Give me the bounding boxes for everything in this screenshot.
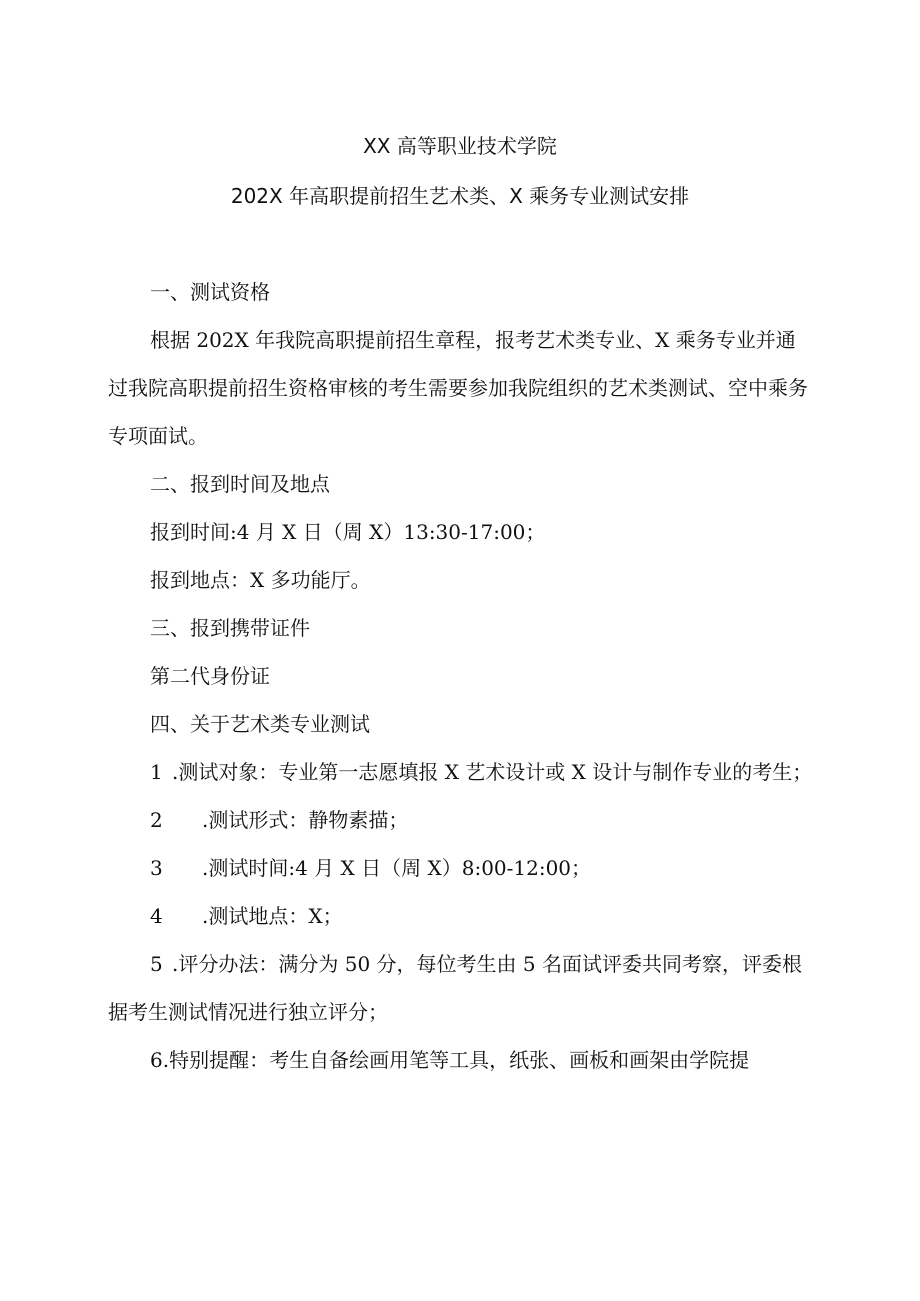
registration-place: 报到地点：X 多功能厅。 (150, 568, 371, 592)
list-item-text: .测试时间:4 月 X 日（周 X）8:00-12:00； (202, 856, 592, 880)
list-item-number: 1 (150, 760, 163, 784)
list-item (108, 796, 814, 844)
list-item-text: .测试对象：专业第一志愿填报 X 艺术设计或 X 设计与制作专业的考生； (172, 760, 813, 784)
document-title: 202X 年高职提前招生艺术类、X 乘务专业测试安排 (230, 184, 690, 208)
documents-paragraph: 第二代身份证 (150, 664, 270, 688)
list-item-number: 3 (150, 856, 163, 880)
list-item (108, 892, 814, 940)
list-item (108, 844, 814, 892)
list-item-text: .评分办法：满分为 50 分，每位考生由 5 名面试评委共同考察，评委根据考生测试情况进行独立评分； (108, 952, 802, 1024)
list-item (108, 940, 814, 1036)
section-heading-documents: 三、报到携带证件 (150, 616, 310, 640)
section-heading-art-test: 四、关于艺术类专业测试 (150, 712, 370, 736)
list-item (108, 1036, 814, 1084)
school-name: XX 高等职业技术学院 (363, 134, 557, 158)
section-heading-qualification: 一、测试资格 (150, 280, 270, 304)
list-item-text: .测试形式：静物素描； (202, 808, 409, 832)
list-item-number: 5 (150, 952, 163, 976)
list-item-text: .测试地点：X； (202, 904, 343, 928)
section-heading-registration: 二、报到时间及地点 (150, 472, 330, 496)
list-item-number: 2 (150, 808, 163, 832)
list-item-text: .特别提醒：考生自备绘画用笔等工具，纸张、画板和画架由学院提 (162, 1048, 750, 1072)
list-item (108, 748, 814, 796)
registration-time: 报到时间:4 月 X 日（周 X）13:30-17:00； (150, 520, 546, 544)
qualification-paragraph: 根据 202X 年我院高职提前招生章程，报考艺术类专业、X 乘务专业并通过我院高职提前招生资格审核的考生需要参加我院组织的艺术类测试、空中乘务专项面试。 (108, 328, 808, 448)
document-body (108, 268, 814, 1084)
list-item-number: 6 (150, 1048, 163, 1072)
list-item-number: 4 (150, 904, 163, 928)
